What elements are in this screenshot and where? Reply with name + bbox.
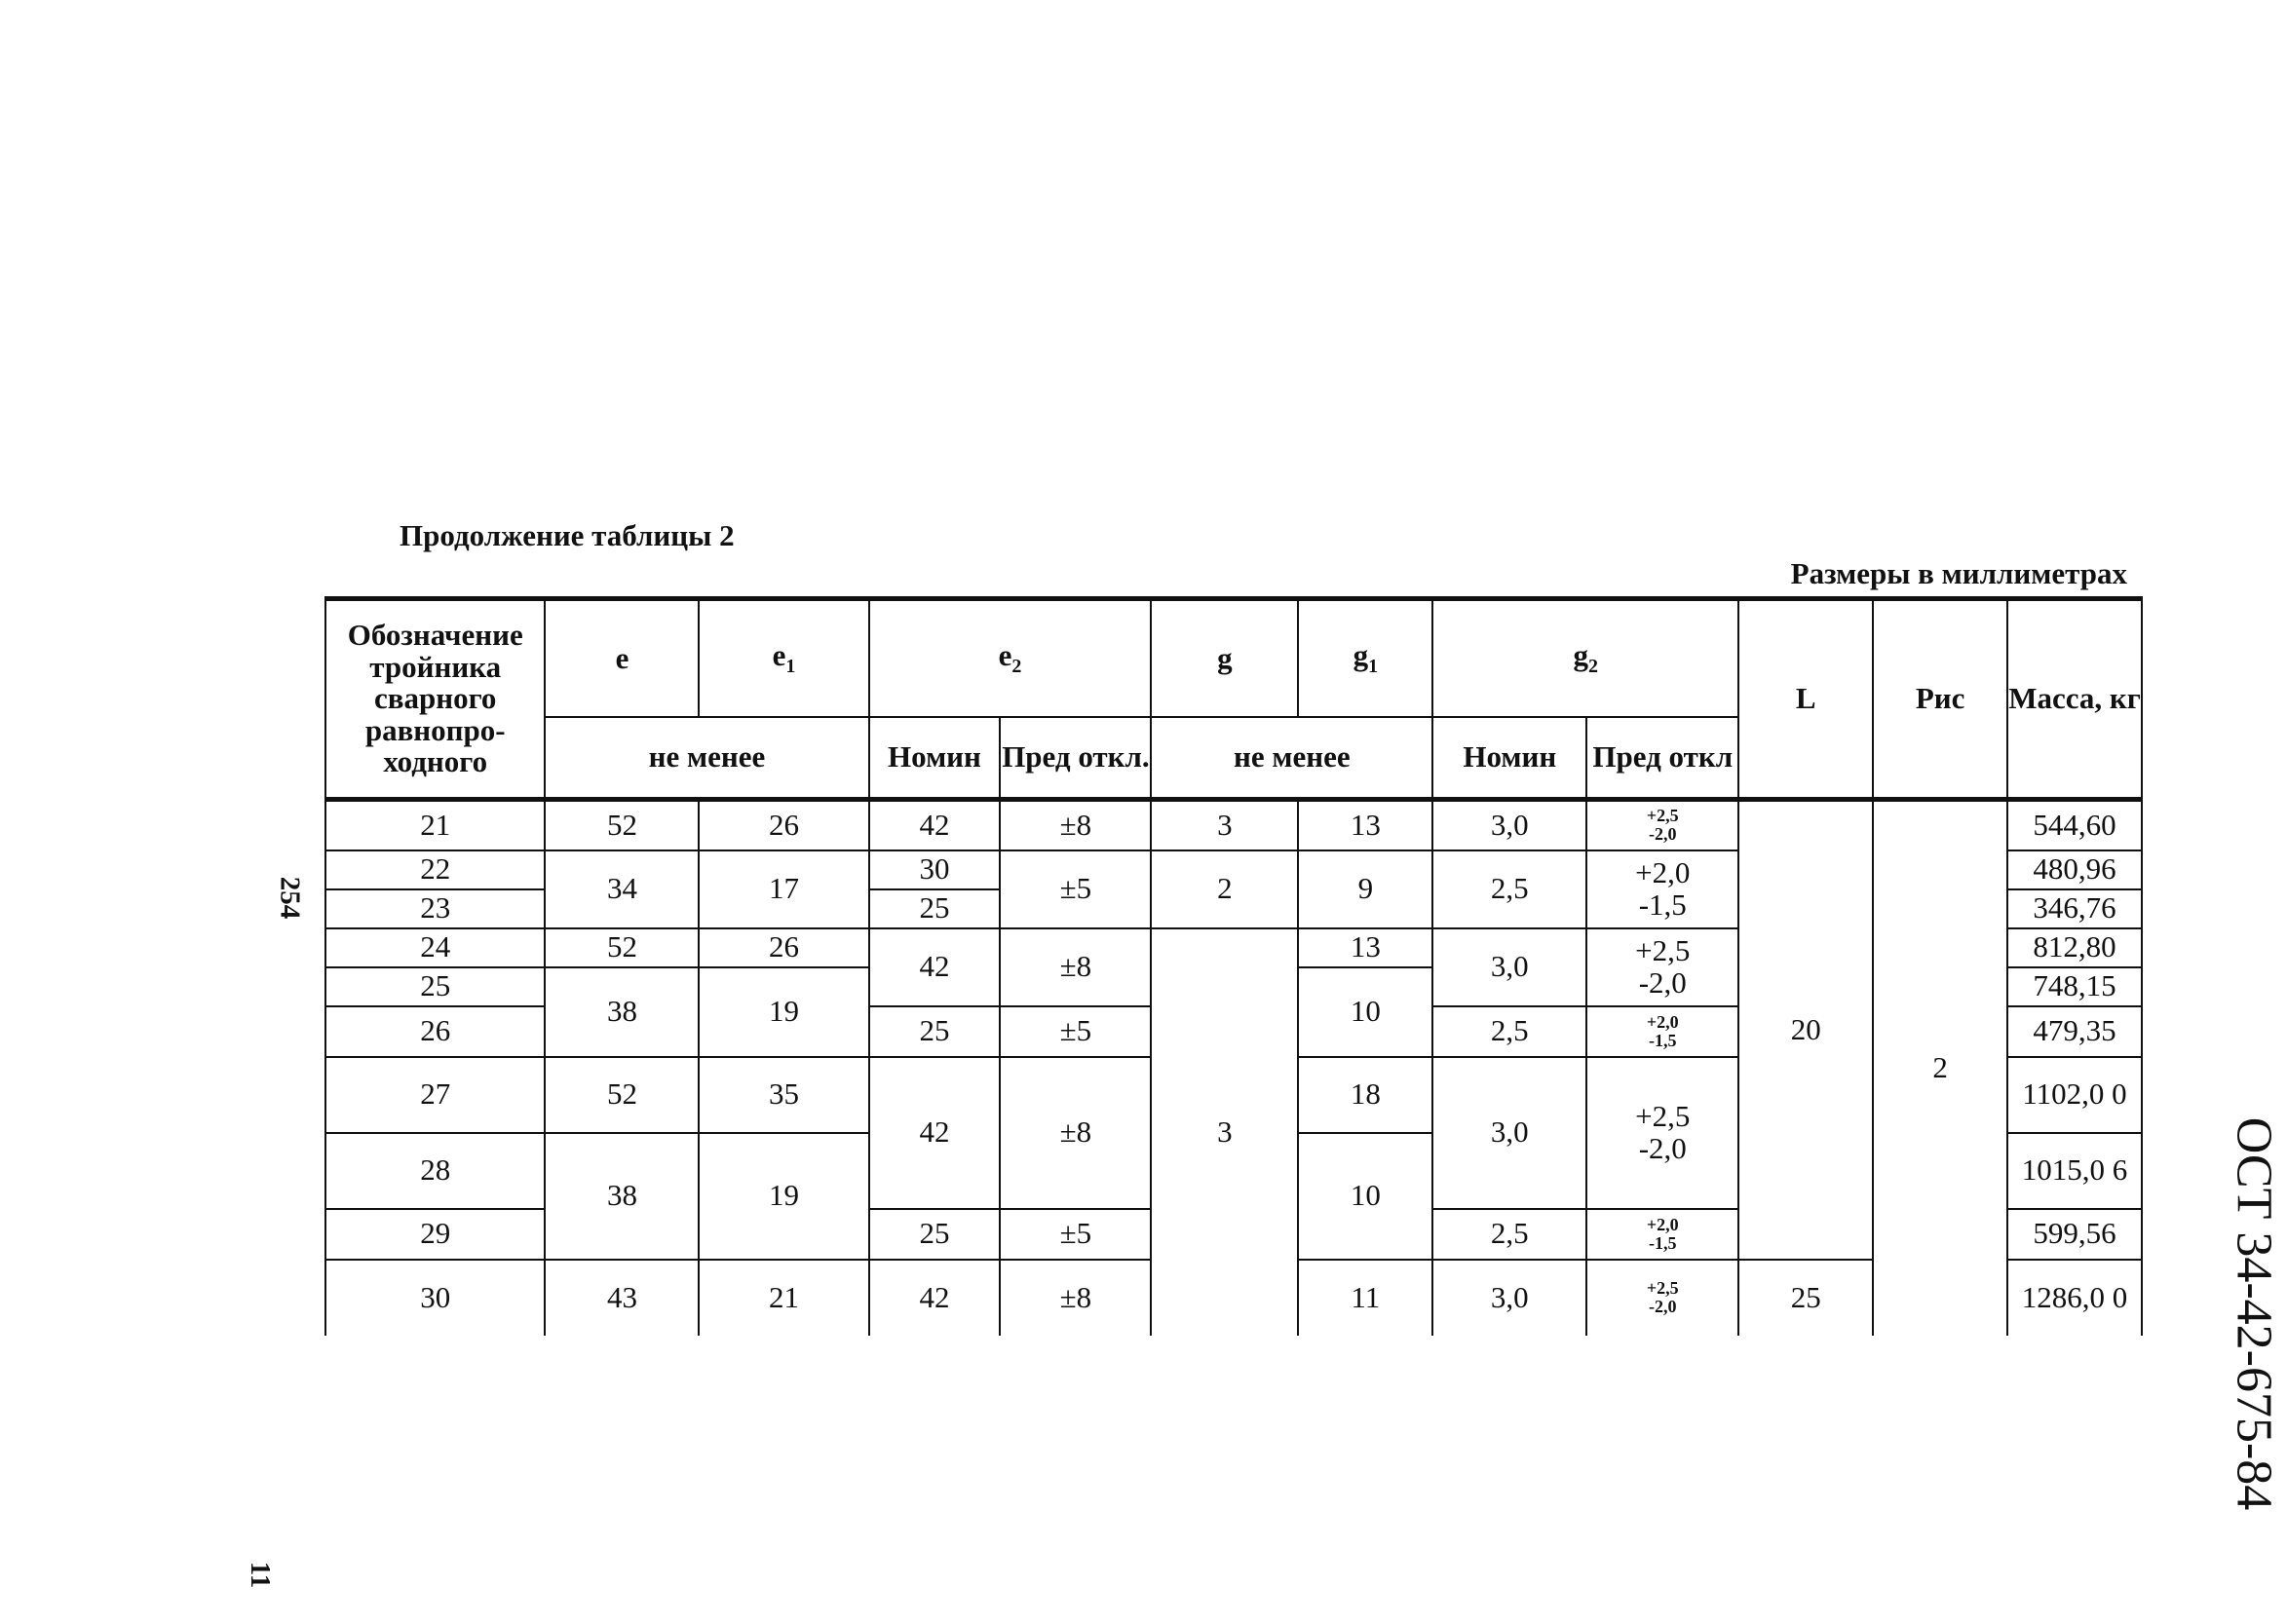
cell-designation: 25 xyxy=(325,967,545,1006)
cell-g2-nom: 3,0 xyxy=(1432,800,1586,850)
cell-e: 52 xyxy=(545,800,699,850)
cell-g2-dev: +2,5 -2,0 xyxy=(1586,928,1738,1006)
cell-mass: 1286,0 0 xyxy=(2007,1260,2142,1336)
cell-e2-dev: ±5 xyxy=(1000,1006,1151,1057)
units-note: Размеры в миллиметрах xyxy=(1790,556,2127,590)
cell-e2-dev: ±8 xyxy=(1000,1260,1151,1336)
cell-g2-dev: +2,5 -2,0 xyxy=(1586,1057,1738,1209)
cell-g1: 13 xyxy=(1298,928,1432,967)
cell-g: 3 xyxy=(1151,928,1298,1336)
table-caption: Продолжение таблицы 2 xyxy=(400,518,735,552)
cell-e2-nom: 42 xyxy=(869,1057,1001,1209)
cell-g: 2 xyxy=(1151,850,1298,928)
cell-L: 25 xyxy=(1738,1260,1873,1336)
cell-e: 52 xyxy=(545,928,699,967)
col-e1: $e_1$ xyxy=(699,599,868,718)
cell-g2-nom: 3,0 xyxy=(1432,1260,1586,1336)
cell-e2-nom: 25 xyxy=(869,1006,1001,1057)
col-e2: $e_2$ xyxy=(869,599,1152,718)
col-g: g xyxy=(1151,599,1298,718)
cell-designation: 30 xyxy=(325,1260,545,1336)
col-designation: Обозначение тройника сварного равнопро- ходного xyxy=(325,599,545,800)
cell-g2-dev: +2,5 -2,0 xyxy=(1586,800,1738,850)
cell-e: 43 xyxy=(545,1260,699,1336)
cell-e1: 19 xyxy=(699,967,868,1057)
cell-e2-nom: 42 xyxy=(869,928,1001,1006)
page-number: 254 xyxy=(274,876,306,920)
cell-designation: 26 xyxy=(325,1006,545,1057)
subhead-dev-e2: Пред откл. xyxy=(1000,717,1151,800)
cell-designation: 21 xyxy=(325,800,545,850)
col-L: L xyxy=(1738,599,1873,800)
dimensions-table xyxy=(324,596,2143,1336)
cell-e2-nom: 25 xyxy=(869,1209,1001,1260)
col-g2: $g_2$ xyxy=(1432,599,1738,718)
cell-e: 38 xyxy=(545,1133,699,1260)
cell-g2-nom: 3,0 xyxy=(1432,1057,1586,1209)
cell-mass: 1015,0 6 xyxy=(2007,1133,2142,1209)
cell-mass: 479,35 xyxy=(2007,1006,2142,1057)
cell-g2-dev: +2,5 -2,0 xyxy=(1586,1260,1738,1336)
table-row xyxy=(325,800,2142,850)
cell-g2-nom: 2,5 xyxy=(1432,850,1586,928)
subhead-not-less-g: не менее xyxy=(1151,717,1432,800)
cell-designation: 22 xyxy=(325,850,545,889)
subhead-dev-g2: Пред откл xyxy=(1586,717,1738,800)
cell-e2-nom: 25 xyxy=(869,889,1001,928)
cell-mass: 599,56 xyxy=(2007,1209,2142,1260)
col-g1: $g_1$ xyxy=(1298,599,1432,718)
cell-e: 52 xyxy=(545,1057,699,1133)
cell-g1: 13 xyxy=(1298,800,1432,850)
cell-L: 20 xyxy=(1738,800,1873,1260)
cell-mass: 346,76 xyxy=(2007,889,2142,928)
cell-g1: 10 xyxy=(1298,1133,1432,1260)
cell-e2-nom: 30 xyxy=(869,850,1001,889)
cell-e1: 35 xyxy=(699,1057,868,1133)
cell-g1: 9 xyxy=(1298,850,1432,928)
cell-mass: 544,60 xyxy=(2007,800,2142,850)
standard-code: ОСТ 34-42-675-84 xyxy=(2226,1116,2282,1511)
cell-designation: 27 xyxy=(325,1057,545,1133)
cell-e2-dev: ±5 xyxy=(1000,850,1151,928)
cell-e1: 26 xyxy=(699,928,868,967)
cell-e1: 19 xyxy=(699,1133,868,1260)
cell-mass: 1102,0 0 xyxy=(2007,1057,2142,1133)
cell-e2-dev: ±8 xyxy=(1000,1057,1151,1209)
cell-g2-nom: 3,0 xyxy=(1432,928,1586,1006)
cell-designation: 23 xyxy=(325,889,545,928)
cell-e1: 26 xyxy=(699,800,868,850)
subhead-nom-e2: Номин xyxy=(869,717,1001,800)
cell-e1: 17 xyxy=(699,850,868,928)
cell-e2-nom: 42 xyxy=(869,1260,1001,1336)
cell-fig: 2 xyxy=(1873,800,2007,1336)
cell-designation: 28 xyxy=(325,1133,545,1209)
col-mass: Масса, кг xyxy=(2007,599,2142,800)
cell-g1: 18 xyxy=(1298,1057,1432,1133)
cell-e: 34 xyxy=(545,850,699,928)
cell-g2-dev: +2,0 -1,5 xyxy=(1586,1006,1738,1057)
cell-g2-dev: +2,0 -1,5 xyxy=(1586,850,1738,928)
cell-mass: 812,80 xyxy=(2007,928,2142,967)
cell-designation: 24 xyxy=(325,928,545,967)
page-number-secondary: 11 xyxy=(245,1561,277,1589)
cell-e2-dev: ±8 xyxy=(1000,928,1151,1006)
cell-e2-dev: ±8 xyxy=(1000,800,1151,850)
cell-mass: 748,15 xyxy=(2007,967,2142,1006)
subhead-not-less-e: не менее xyxy=(545,717,868,800)
cell-e1: 21 xyxy=(699,1260,868,1336)
cell-g1: 10 xyxy=(1298,967,1432,1057)
cell-e2-dev: ±5 xyxy=(1000,1209,1151,1260)
cell-e: 38 xyxy=(545,967,699,1057)
cell-g1: 11 xyxy=(1298,1260,1432,1336)
cell-mass: 480,96 xyxy=(2007,850,2142,889)
cell-g2-dev: +2,0 -1,5 xyxy=(1586,1209,1738,1260)
cell-designation: 29 xyxy=(325,1209,545,1260)
cell-g: 3 xyxy=(1151,800,1298,850)
subhead-nom-g2: Номин xyxy=(1432,717,1586,800)
cell-e2-nom: 42 xyxy=(869,800,1001,850)
col-fig: Рис xyxy=(1873,599,2007,800)
cell-g2-nom: 2,5 xyxy=(1432,1209,1586,1260)
col-e: e xyxy=(545,599,699,718)
cell-g2-nom: 2,5 xyxy=(1432,1006,1586,1057)
